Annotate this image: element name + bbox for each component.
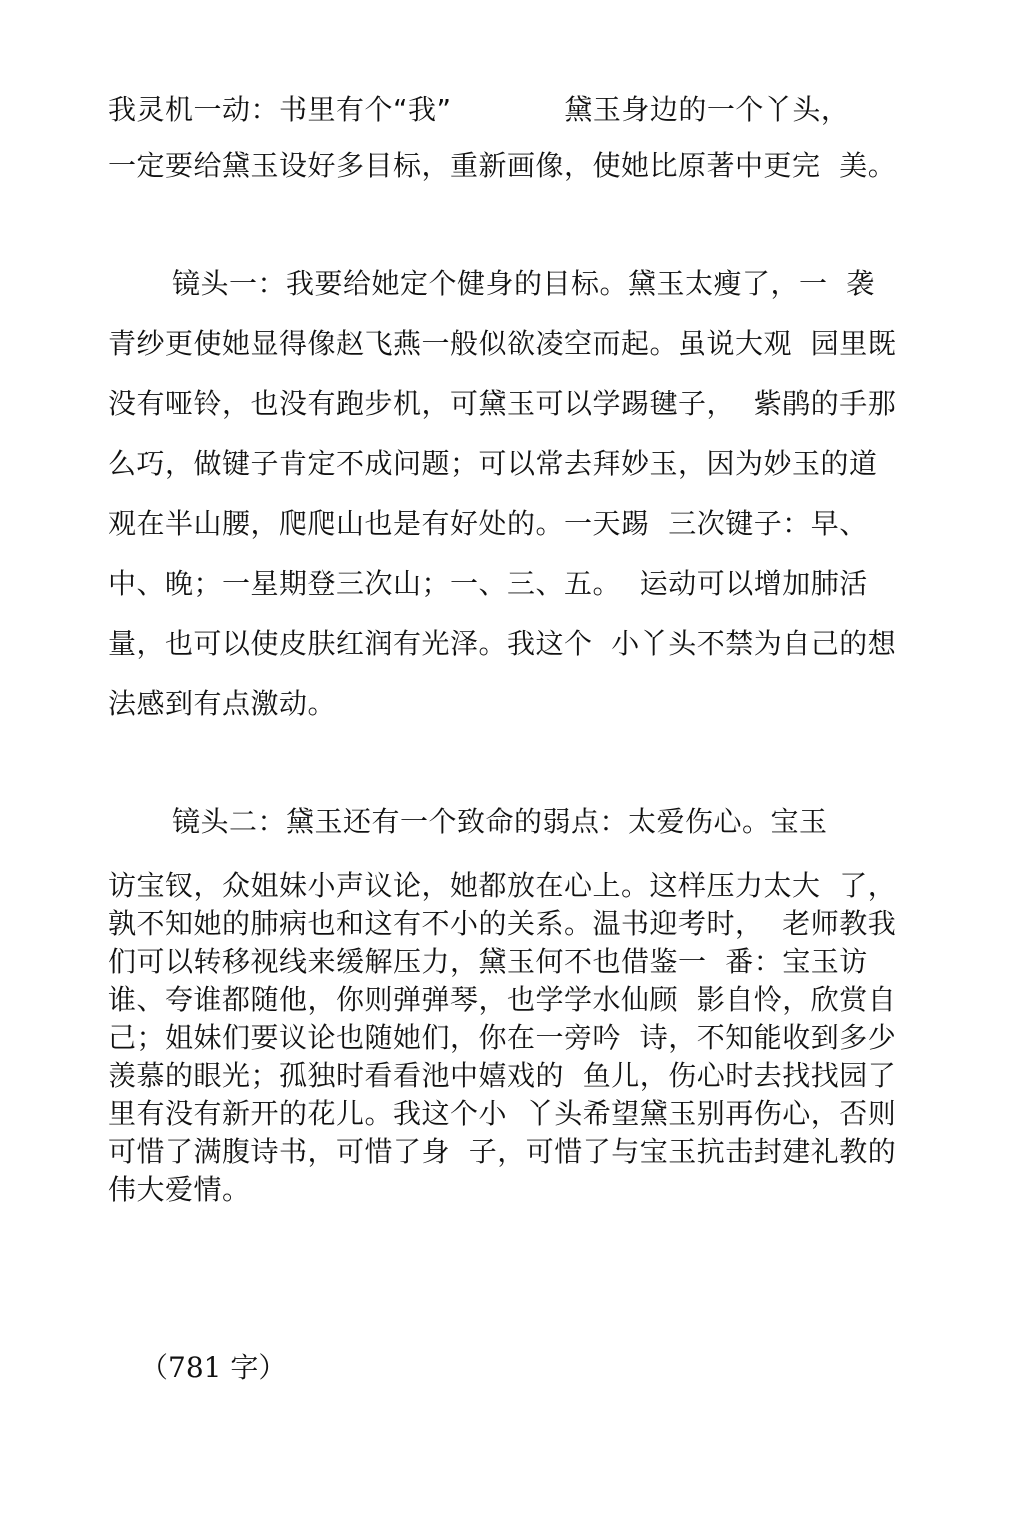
intro-line-2: 一定要给黛玉设好多目标，重新画像，使她比原著中更完 美。 bbox=[108, 149, 897, 182]
shot-one-line-6: 中、晚；一星期登三次山；一、三、五。 运动可以增加肺活 bbox=[108, 567, 868, 600]
word-count-close: ） bbox=[258, 1351, 287, 1384]
shot-one-line-4: 么巧，做键子肯定不成问题；可以常去拜妙玉，因为妙玉的道 bbox=[108, 447, 878, 480]
shot-one-line-1: 镜头一：我要给她定个健身的目标。黛玉太瘦了，一 袭 bbox=[172, 267, 875, 300]
intro-line-1: 我灵机一动：书里有个“我” 黛玉身边的一个丫头， bbox=[108, 93, 850, 126]
shot-two-line-4: 们可以转移视线来缓解压力，黛玉何不也借鉴一 番：宝玉访 bbox=[108, 945, 868, 978]
shot-two-line-10: 伟大爱情。 bbox=[108, 1173, 251, 1206]
word-count-number: （781 bbox=[140, 1351, 222, 1384]
shot-one-line-3: 没有哑铃，也没有跑步机，可黛玉可以学踢毽子， 紫鹃的手那 bbox=[108, 387, 897, 420]
word-count-unit: 字 bbox=[221, 1351, 259, 1384]
shot-one-line-5: 观在半山腰，爬爬山也是有好处的。一天踢 三次键子：早、 bbox=[108, 507, 868, 540]
shot-two-line-3: 孰不知她的肺病也和这有不小的关系。温书迎考时， 老师教我 bbox=[108, 907, 897, 940]
shot-two-line-5: 谁、夸谁都随他，你则弹弹琴，也学学水仙顾 影自怜，欣赏自 bbox=[108, 983, 897, 1016]
shot-two-line-7: 羡慕的眼光；孤独时看看池中嬉戏的 鱼儿，伤心时去找找园了 bbox=[108, 1059, 897, 1092]
word-count bbox=[140, 1350, 286, 1386]
shot-two-line-2: 访宝钗，众姐妹小声议论，她都放在心上。这样压力太大 了， bbox=[108, 869, 897, 902]
shot-two-line-6: 己；姐妹们要议论也随她们，你在一旁吟 诗，不知能收到多少 bbox=[108, 1021, 897, 1054]
shot-two-line-9: 可惜了满腹诗书，可惜了身 子，可惜了与宝玉抗击封建礼教的 bbox=[108, 1135, 897, 1168]
shot-two-line-1: 镜头二：黛玉还有一个致命的弱点：太爱伤心。宝玉 bbox=[172, 805, 828, 838]
shot-one-line-7: 量，也可以使皮肤红润有光泽。我这个 小丫头不禁为自己的想 bbox=[108, 627, 897, 660]
shot-one-line-8: 法感到有点激动。 bbox=[108, 687, 337, 720]
shot-one-line-2: 青纱更使她显得像赵飞燕一般似欲凌空而起。虽说大观 园里既 bbox=[108, 327, 897, 360]
shot-two-line-8: 里有没有新开的花儿。我这个小 丫头希望黛玉别再伤心，否则 bbox=[108, 1097, 897, 1130]
